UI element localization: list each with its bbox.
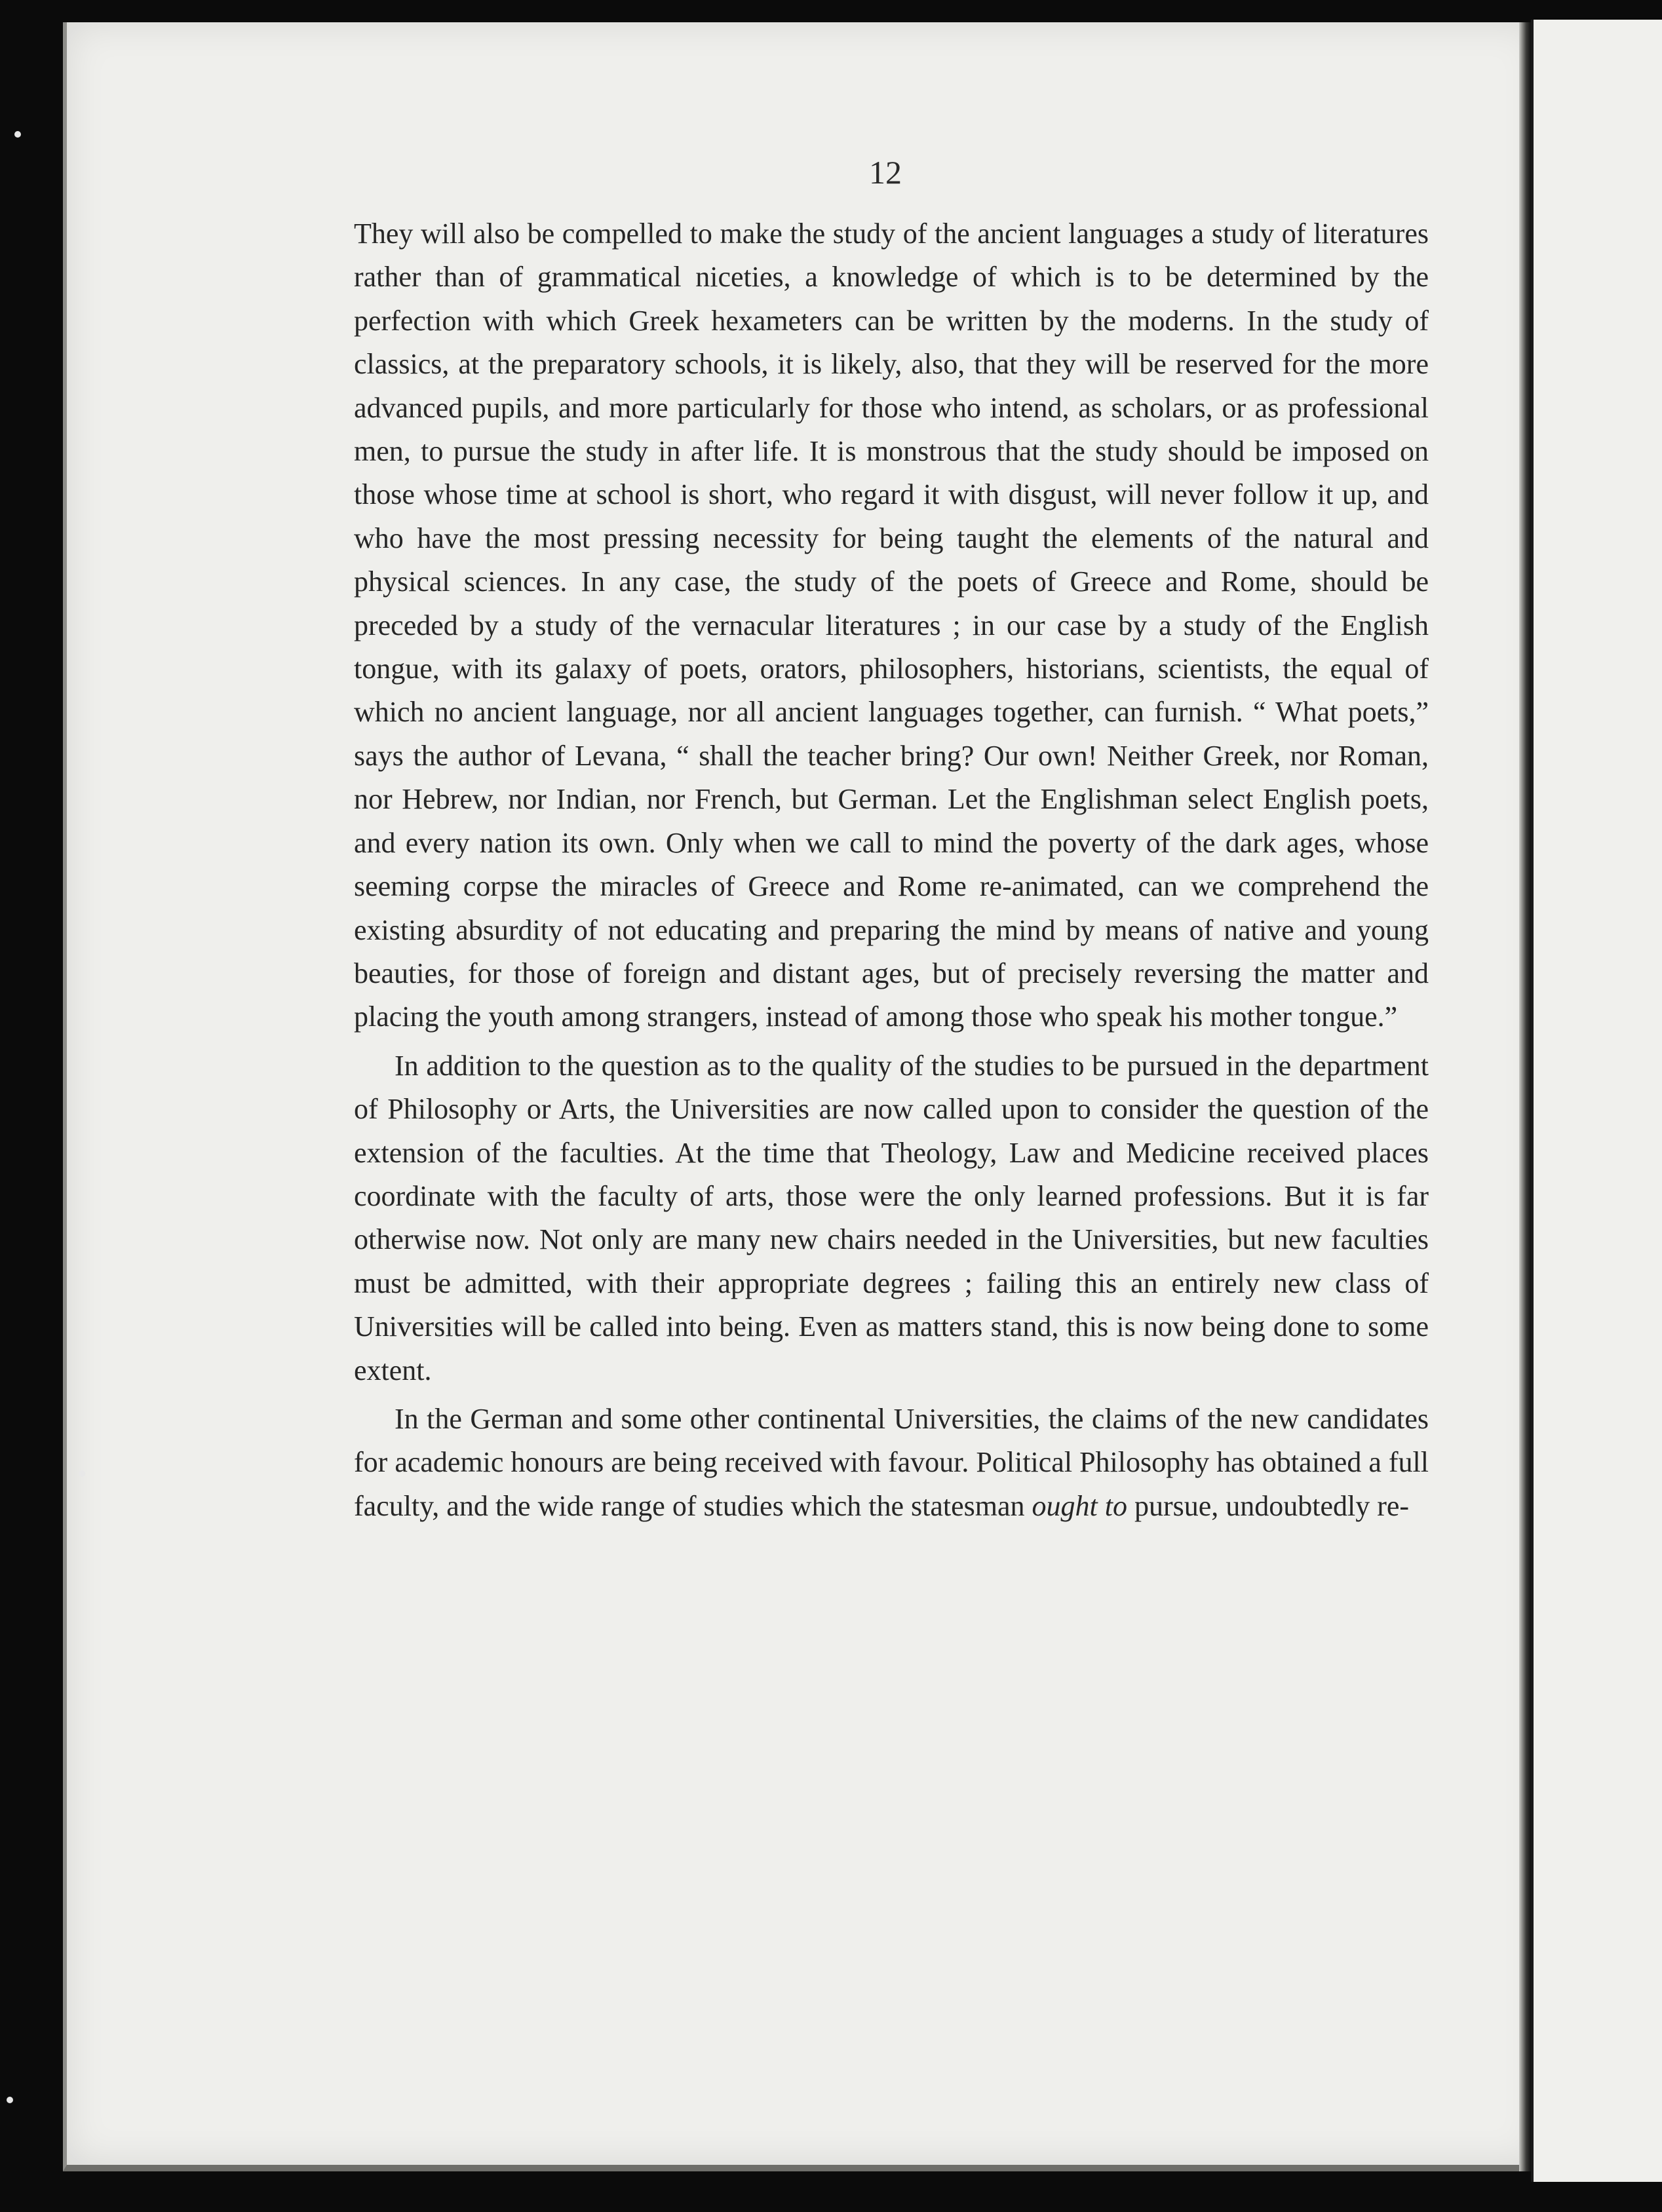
paragraph-continental-universities xyxy=(354,1398,1429,1528)
italic-emphasis: ought to xyxy=(1032,1489,1127,1522)
page-gutter-shadow xyxy=(1519,22,1531,2171)
page-number: 12 xyxy=(869,154,902,191)
adjacent-page-edge xyxy=(1531,20,1662,2182)
book-page xyxy=(63,22,1540,2171)
paragraph-text-start: In the German and some other continental Universities, the claims of the new candidates for academic honours are being received with favour. Political Philosophy has obtained a full faculty, and the wide range of studies which the statesman xyxy=(354,1402,1429,1522)
scan-speck xyxy=(79,1470,85,1477)
paragraph-text-end: pursue, undoubtedly re- xyxy=(1127,1489,1410,1522)
scan-speck xyxy=(14,131,21,138)
paragraph-extension-of-faculties: In addition to the question as to the quality of the studies to be pursued in the department of Philosophy or Arts, the Universities are now called upon to consider the question of the extension of the faculties. At the time that Theology, Law and Medicine received places coordinate with the faculty of arts, those were the only learned professions. But it is far otherwise now. Not only are many new chairs needed in the Universities, but new faculties must be admitted, with their appropriate degrees ; failing this an entirely new class of Universities will be called into being. Even as matters stand, this is now being done to some extent. xyxy=(354,1049,1429,1386)
body-text xyxy=(354,212,1429,1528)
scan-speck xyxy=(7,2097,13,2103)
paragraph-classical-studies: They will also be compelled to make the study of the ancient languages a study of literatures rather than of grammatical niceties, a knowledge of which is to be determined by the perfection with which Greek hexameters can be written by the moderns. In the study of classics, at the preparatory schools, it is likely, also, that they will be reserved for the more advanced pupils, and more particularly for those who intend, as scholars, or as professional men, to pursue the study in after life. It is monstrous that the study should be imposed on those whose time at school is short, who regard it with disgust, will never follow it up, and who have the most pressing necessity for being taught the elements of the natural and physical sciences. In any case, the study of the poets of Greece and Rome, should be preceded by a study of the vernacular literatures ; in our case by a study of the English tongue, with its galaxy of poets, orators, philosophers, historians, scientists, the equal of which no ancient language, nor all ancient languages together, can furnish. “ What poets,” says the author of Levana, “ shall the teacher bring? Our own! Neither Greek, nor Roman, nor Hebrew, nor Indian, nor French, but German. Let the Englishman select English poets, and every nation its own. Only when we call to mind the poverty of the dark ages, whose seeming corpse the miracles of Greece and Rome re-animated, can we comprehend the existing absurdity of not educating and preparing the mind by means of native and young beauties, for those of foreign and distant ages, but of precisely reversing the matter and placing the youth among strangers, instead of among those who speak his mother tongue.” xyxy=(354,218,1429,1033)
